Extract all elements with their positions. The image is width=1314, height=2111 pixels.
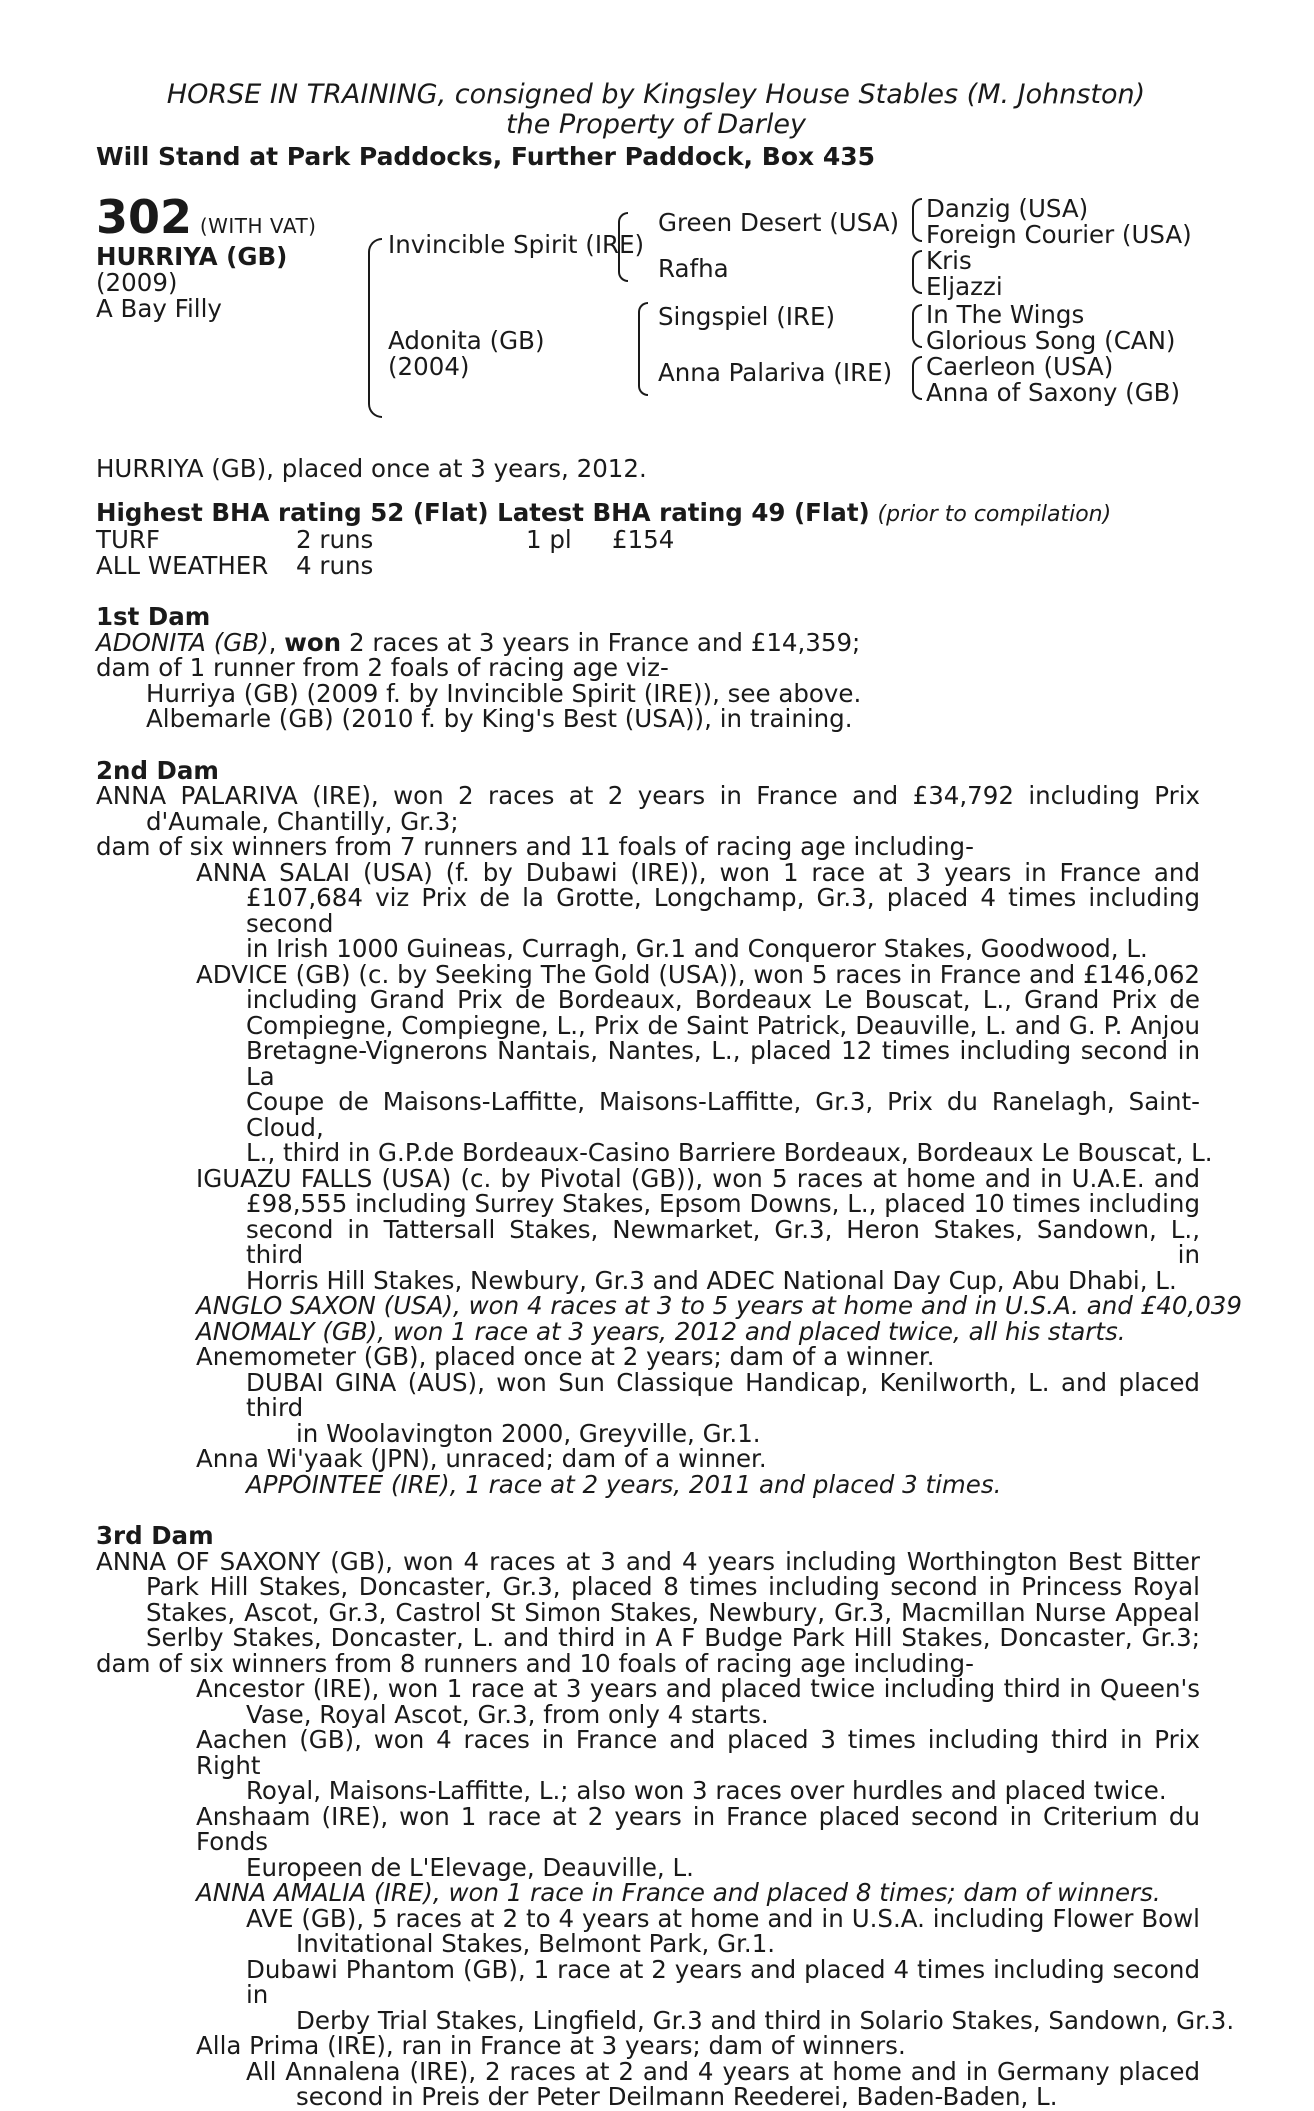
turf-label: TURF — [96, 525, 161, 554]
turf-prize: £154 — [612, 525, 675, 554]
property-line: the Property of Darley — [506, 109, 806, 140]
dam2-line: ANNA PALARIVA (IRE), won 2 races at 2 years in France and £34,792 including Prix — [96, 781, 1200, 810]
brace-1 — [912, 198, 922, 242]
horse-summary: HURRIYA (GB), placed once at 3 years, 2012. — [96, 454, 647, 483]
dam3-line: AVE (GB), 5 races at 2 to 4 years at home and in U.S.A. including Flower Bowl — [246, 1903, 1200, 1933]
ped-ddd: Anna of Saxony (GB) — [926, 378, 1181, 407]
dam-brace — [638, 302, 648, 396]
dam2-line: APPOINTEE (IRE), 1 race at 2 years, 2011 and placed 3 times. — [246, 1469, 1002, 1499]
dam1-record: 2 races at 3 years in France and £14,359; — [348, 627, 861, 657]
dam2-line: £107,684 viz Prix de la Grotte, Longchamp, Gr.3, placed 4 times including second — [246, 883, 1200, 938]
lot-vat: (WITH VAT) — [199, 214, 317, 238]
ped-sss: Danzig (USA) — [926, 194, 1089, 223]
dam2-line: Anna Wi'yaak (JPN), unraced; dam of a winner. — [196, 1444, 767, 1473]
dam2-line: L., third in G.P.de Bordeaux-Casino Barriere Bordeaux, Bordeaux Le Bouscat, L. — [246, 1138, 1213, 1167]
dam3-line: second in Preis der Peter Deilmann Reederei, Baden-Baden, L. — [296, 2082, 1058, 2111]
pedigree-block — [96, 192, 1200, 454]
dam3-line: Alla Prima (IRE), ran in France at 3 years; dam of winners. — [196, 2031, 906, 2060]
catalogue-page — [96, 79, 1242, 2111]
dam2-line: Horris Hill Stakes, Newbury, Gr.3 and ADEC National Day Cup, Abu Dhabi, L. — [246, 1265, 1177, 1295]
dam1-line-4: Albemarle (GB) (2010 f. by King's Best (USA)), in training. — [146, 704, 853, 733]
dam2-line: Compiegne, Compiegne, L., Prix de Saint Patrick, Deauville, L. and G. P. Anjou — [246, 1010, 1200, 1040]
dam3-heading: 3rd Dam — [96, 1521, 214, 1550]
dam2-line: in Woolavington 2000, Greyville, Gr.1. — [296, 1418, 761, 1448]
turf-placed: 1 pl — [526, 525, 572, 554]
dam1-line-1: ADONITA (GB), won 2 races at 3 years in France and £14,359; — [96, 627, 861, 657]
sire-name: Invincible Spirit (IRE) — [388, 230, 645, 259]
dam-dam: Anna Palariva (IRE) — [658, 358, 893, 387]
sire-dam: Rafha — [658, 254, 729, 283]
aw-stats — [96, 550, 1200, 580]
horse-name: HURRIYA (GB) — [96, 242, 288, 271]
dam3-line: Vase, Royal Ascot, Gr.3, from only 4 starts. — [246, 1699, 769, 1729]
rating-note: (prior to compilation) — [877, 501, 1112, 527]
dam3-line: Aachen (GB), won 4 races in France and placed 3 times including third in Prix Right — [196, 1725, 1200, 1780]
dam3-line: Ancestor (IRE), won 1 race at 3 years and placed twice including third in Queen's — [196, 1674, 1200, 1703]
dam2-line: ANGLO SAXON (USA), won 4 races at 3 to 5 years at home and in U.S.A. and £40,039 — [196, 1291, 1242, 1320]
ped-dsd: Glorious Song (CAN) — [926, 326, 1176, 355]
horse-description: A Bay Filly — [96, 294, 222, 323]
dam2-line: dam of six winners from 7 runners and 11 foals of racing age including- — [96, 832, 974, 861]
stand-location: Will Stand at Park Paddocks, Further Paddock, Box 435 — [96, 142, 876, 171]
dam2-line: DUBAI GINA (AUS), won Sun Classique Handicap, Kenilworth, L. and placed third — [246, 1367, 1200, 1422]
dam3-line: Stakes, Ascot, Gr.3, Castrol St Simon Stakes, Newbury, Gr.3, Macmillan Nurse Appeal — [146, 1597, 1200, 1627]
dam-year: (2004) — [388, 352, 470, 381]
dam2-line: Anemometer (GB), placed once at 2 years; dam of a winner. — [196, 1342, 935, 1371]
brace-3 — [912, 304, 922, 348]
dam3-line: Invitational Stakes, Belmont Park, Gr.1. — [296, 1929, 776, 1958]
dam2-line: ANNA SALAI (USA) (f. by Dubawi (IRE)), won 1 race at 3 years in France and — [196, 857, 1200, 887]
dam2-line: d'Aumale, Chantilly, Gr.3; — [146, 806, 459, 836]
consignor-line: HORSE IN TRAINING, consigned by Kingsley House Stables (M. Johnston) — [166, 79, 1146, 110]
ped-dss: In The Wings — [926, 300, 1085, 329]
horse-year: (2009) — [96, 268, 178, 297]
turf-runs: 2 runs — [296, 525, 374, 554]
dam2-line: second in Tattersall Stakes, Newmarket, Gr.3, Heron Stakes, Sandown, L., third in — [246, 1214, 1200, 1269]
dam3-line: ANNA OF SAXONY (GB), won 4 races at 3 and 4 years including Worthington Best Bitter — [96, 1546, 1200, 1576]
dam2-line: IGUAZU FALLS (USA) (c. by Pivotal (GB)), won 5 races at home and in U.A.E. and — [196, 1163, 1200, 1193]
ped-sdd: Eljazzi — [926, 272, 1003, 301]
dam3-line: Park Hill Stakes, Doncaster, Gr.3, placed 8 times including second in Princess Royal — [146, 1572, 1200, 1601]
ped-dds: Caerleon (USA) — [926, 352, 1114, 381]
dam3-line: ANNA AMALIA (IRE), won 1 race in France and placed 8 times; dam of winners. — [196, 1878, 1161, 1907]
rating-text: Highest BHA rating 52 (Flat) Latest BHA rating 49 (Flat) — [96, 497, 870, 527]
dam3-line: All Annalena (IRE), 2 races at 2 and 4 years at home and in Germany placed — [246, 2056, 1200, 2086]
rating-line — [96, 497, 1200, 528]
aw-runs: 4 runs — [296, 550, 374, 580]
ped-ssd: Foreign Courier (USA) — [926, 220, 1192, 249]
dam2-line: including Grand Prix de Bordeaux, Bordeaux Le Bouscat, L., Grand Prix de — [246, 985, 1200, 1014]
dam3-line: Dubawi Phantom (GB), 1 race at 2 years and placed 4 times including second in — [246, 1954, 1200, 2009]
dam3-line: Serlby Stakes, Doncaster, L. and third in A F Budge Park Hill Stakes, Doncaster, Gr.3; — [146, 1623, 1200, 1652]
aw-label: ALL WEATHER — [96, 550, 269, 580]
dam1-line-2: dam of 1 runner from 2 foals of racing age viz- — [96, 653, 669, 682]
dam3-line: dam of six winners from 8 runners and 10 foals of racing age including- — [96, 1648, 974, 1678]
turf-stats — [96, 527, 1200, 553]
brace-2 — [912, 250, 922, 294]
dam1-heading: 1st Dam — [96, 602, 211, 631]
dam-sire: Singspiel (IRE) — [658, 302, 836, 331]
dam3-line: Anshaam (IRE), won 1 race at 2 years in France placed second in Criterium du Fonds — [196, 1801, 1200, 1856]
brace-4 — [912, 356, 922, 400]
dam-name: Adonita (GB) — [388, 326, 545, 355]
dam2-line: in Irish 1000 Guineas, Curragh, Gr.1 and Conqueror Stakes, Goodwood, L. — [246, 934, 1148, 963]
dam2-line: ADVICE (GB) (c. by Seeking The Gold (USA)), won 5 races in France and £146,062 — [196, 959, 1200, 989]
dam2-heading: 2nd Dam — [96, 755, 219, 785]
ped-sds: Kris — [926, 246, 972, 275]
lot-heading — [96, 190, 317, 244]
dam3-line: Europeen de L'Elevage, Deauville, L. — [246, 1852, 694, 1882]
dam1-line-3: Hurriya (GB) (2009 f. by Invincible Spirit (IRE)), see above. — [146, 678, 862, 708]
dam2-line: Coupe de Maisons-Laffitte, Maisons-Laffitte, Gr.3, Prix du Ranelagh, Saint-Cloud, — [246, 1087, 1200, 1142]
dam2-line: £98,555 including Surrey Stakes, Epsom Downs, L., placed 10 times including — [246, 1189, 1200, 1218]
dam3-line: Derby Trial Stakes, Lingfield, Gr.3 and third in Solario Stakes, Sandown, Gr.3. — [296, 2005, 1235, 2035]
dam2-line: Bretagne-Vignerons Nantais, Nantes, L., placed 12 times including second in La — [246, 1036, 1200, 1091]
dam3-line: Royal, Maisons-Laffitte, L.; also won 3 races over hurdles and placed twice. — [246, 1776, 1167, 1805]
dam1-won: won — [284, 627, 342, 657]
dam2-line: ANOMALY (GB), won 1 race at 3 years, 2012 and placed twice, all his starts. — [196, 1316, 1126, 1346]
sire-sire: Green Desert (USA) — [658, 208, 900, 237]
sire-brace — [618, 212, 628, 282]
lot-number: 302 — [96, 190, 193, 244]
dam1-name: ADONITA (GB) — [96, 627, 269, 657]
pedigree-brace — [368, 238, 382, 418]
